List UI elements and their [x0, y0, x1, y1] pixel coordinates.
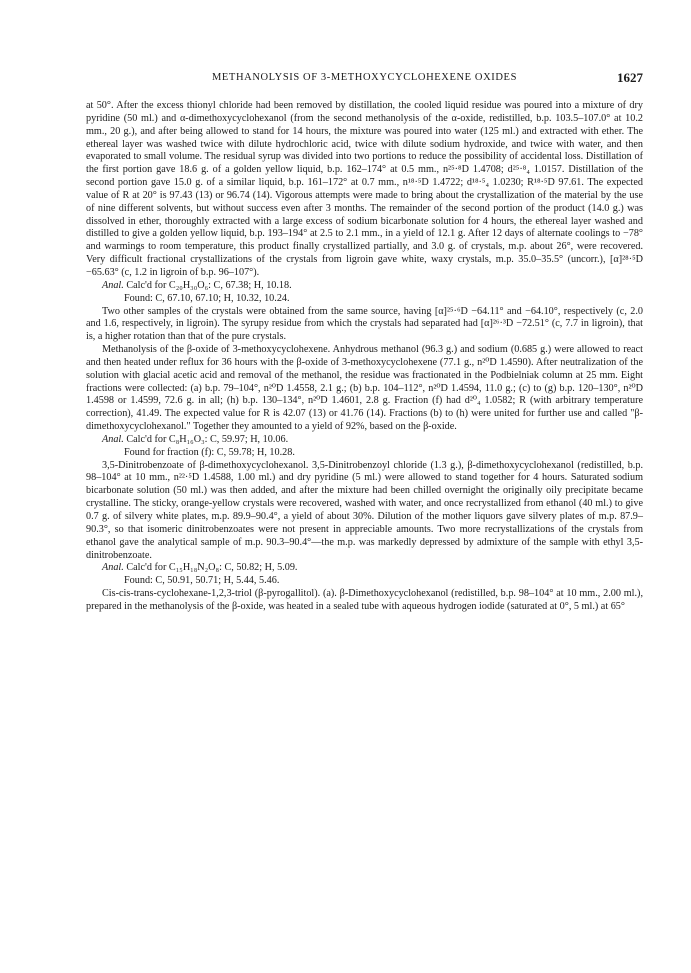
paragraph-dinitrobenzoate: 3,5-Dinitrobenzoate of β-dimethoxycyclohexanol. 3,5-Dinitrobenzoyl chloride (1.3 g.), β-dimethoxycyclohexanol (redistilled, b.p. 98–104° at 10 mm., n²²·⁵D 1.4588, 1.00 ml.) and dry pyridine (5 ml.) were allowed to stand together for 4 hours. Saturated sodium bicarbonate solution (50 ml.) was then added, and after the mixture had been chilled overnight the originally oily precipitate became crystalline. The sticky, orange-yellow crystals were recovered, washed with water, and once recrystallized from ethanol (40 ml.) to give 0.7 g. of silvery white plates, m.p. 89.9–90.4°, a yield of about 30%. Dilution of the mother liquors gave silvery plates of m.p. 87.9–90.3°, so that isomeric dinitrobenzoates were not present in appreciable amounts. Two more recrystallizations of the crystals from ethanol gave the analytical sample of m.p. 90.3–90.4°—the m.p. was markedly depressed by admixture of the sample with ethyl 3,5-dinitrobenzoate.	[86, 459, 643, 561]
analysis-found: Found: C, 67.10, 67.10; H, 10.32, 10.24.	[124, 292, 290, 304]
analysis-calcd	[86, 434, 643, 447]
analysis-calcd-text: Calc'd for C₂₀H₃₀O₆: C, 67.38; H, 10.18.	[126, 279, 292, 291]
page-number: 1627	[617, 70, 643, 85]
analysis-found: Found for fraction (f): C, 59.78; H, 10.28.	[124, 446, 295, 458]
running-title: METHANOLYSIS OF 3-METHOXYCYCLOHEXENE OXIDES	[211, 72, 518, 83]
paragraph-other-samples: Two other samples of the crystals were obtained from the same source, having [α]²⁵·⁶D −64.11° and −64.10°, respectively (c, 2.0 and 1.6, respectively, in ligroin). The syrupy residue from which the crystals had separated had [α]²⁶·³D −72.51° (c, 7.7 in ligroin), that is, a higher rotation than that of the pure crystals.	[86, 305, 643, 343]
paragraph-pyrogallitol: Cis-cis-trans-cyclohexane-1,2,3-triol (β-pyrogallitol). (a). β-Dimethoxycyclohexanol (redistilled, b.p. 98–104° at 10 mm., 2.00 ml.), prepared in the methanolysis of the β-oxide, was heated in a sealed tube with aqueous hydrogen iodide (saturated at 0°, 5 ml.) at 65°	[86, 588, 643, 612]
analysis-calcd-text: Calc'd for C₁₅H₁₈N₂O₈: C, 50.82; H, 5.09.	[126, 562, 298, 574]
analysis-found: Found: C, 50.91, 50.71; H, 5.44, 5.46.	[124, 575, 280, 587]
article-body	[86, 100, 643, 614]
analysis-calcd	[86, 280, 643, 293]
anal-label: Anal.	[102, 279, 124, 291]
analysis-calcd-text: Calc'd for C₈H₁₆O₃: C, 59.97; H, 10.06.	[126, 433, 289, 445]
paragraph-methanolysis-beta: Methanolysis of the β-oxide of 3-methoxycyclohexene. Anhydrous methanol (96.3 g.) and sodium (0.685 g.) were allowed to react and then heated under reflux for 36 hours with the β-oxide of 3-methoxycyclohexene (77.1 g., n²⁰D 1.4590). After neutralization of the solution with glacial acetic acid and removal of the methanol, the residue was fractionated in the Podbielniak column at 25 mm. Eight fractions were collected: (a) b.p. 79–104°, n²⁰D 1.4558, 2.1 g.; (b) b.p. 104–112°, n²⁰D 1.4594, 11.0 g.; (c) to (g) b.p. 120–130°, n²⁰D 1.4598 or 1.4599, 72.6 g. in all; (h) b.p. 130–134°, n²⁰D 1.4601, 2.8 g. Fraction (f) had d²⁰₄ 1.0582; R (with arbitrary temperature correction), 41.49. The expected value for R is 42.07 (13) or 41.76 (14). Fractions (b) to (h) were united for further use and called "β-dimethoxycyclohexanol." Together they amounted to a yield of 92%, based on the β-oxide.	[86, 344, 643, 433]
paragraph-continued: at 50°. After the excess thionyl chloride had been removed by distillation, the cooled liquid residue was poured into a mixture of dry pyridine (50 ml.) and α-dimethoxycyclohexanol (from the second methanolysis of the α-oxide, redistilled, b.p. 103.5–107.0° at 10.2 mm., 20 g.), and after being allowed to stand for 14 hours, the mixture was poured into water (125 ml.) and extracted with ether. The ethereal layer was washed twice with dilute hydrochloric acid, twice with dilute sodium hydroxide, and twice with water, and then evaporated to small volume. The residual syrup was divided into two portions to reduce the possibility of accidental loss. Distillation of the first portion gave 18.6 g. of a golden yellow liquid, b.p. 162–174° at 0.5 mm., n²⁵·⁸D 1.4708; d²⁵·⁸₄ 1.0157. Distillation of the second portion gave 15.0 g. of a similar liquid, b.p. 161–172° at 0.7 mm., n¹⁸·⁵D 1.4722; d¹⁸·⁵₄ 1.0230; R¹⁸·⁵D 97.61. The expected value of R at 20° is 97.43 (13) or 96.74 (14). Vigorous attempts were made to bring about the crystallization of the material by the use of nine different solvents, but without success even after 3 months. The remainder of the second portion of the product (14.0 g.) was dissolved in ether, thoroughly extracted with a large excess of sodium bicarbonate solution for 4 hours, the ethereal layer washed and distilled to give a golden yellow liquid, b.p. 193–194° at 2.5 to 2.1 mm., in a yield of 12.1 g. After 12 days of alternate coolings to −78° and warmings to room temperature, this product finally crystallized partially, and 3.0 g. of crystals, m.p. about 26°, were recovered. Very difficult fractional crystallizations of the crystals from ligroin gave white, waxy crystals, m.p. 35.0–35.5° (uncorr.), [α]²⁸·⁵D −65.63° (c, 1.2 in ligroin of b.p. 96–107°).	[86, 100, 643, 278]
anal-label: Anal.	[102, 433, 124, 445]
page-header	[86, 72, 643, 92]
analysis-calcd	[86, 562, 643, 575]
anal-label: Anal.	[102, 562, 124, 574]
